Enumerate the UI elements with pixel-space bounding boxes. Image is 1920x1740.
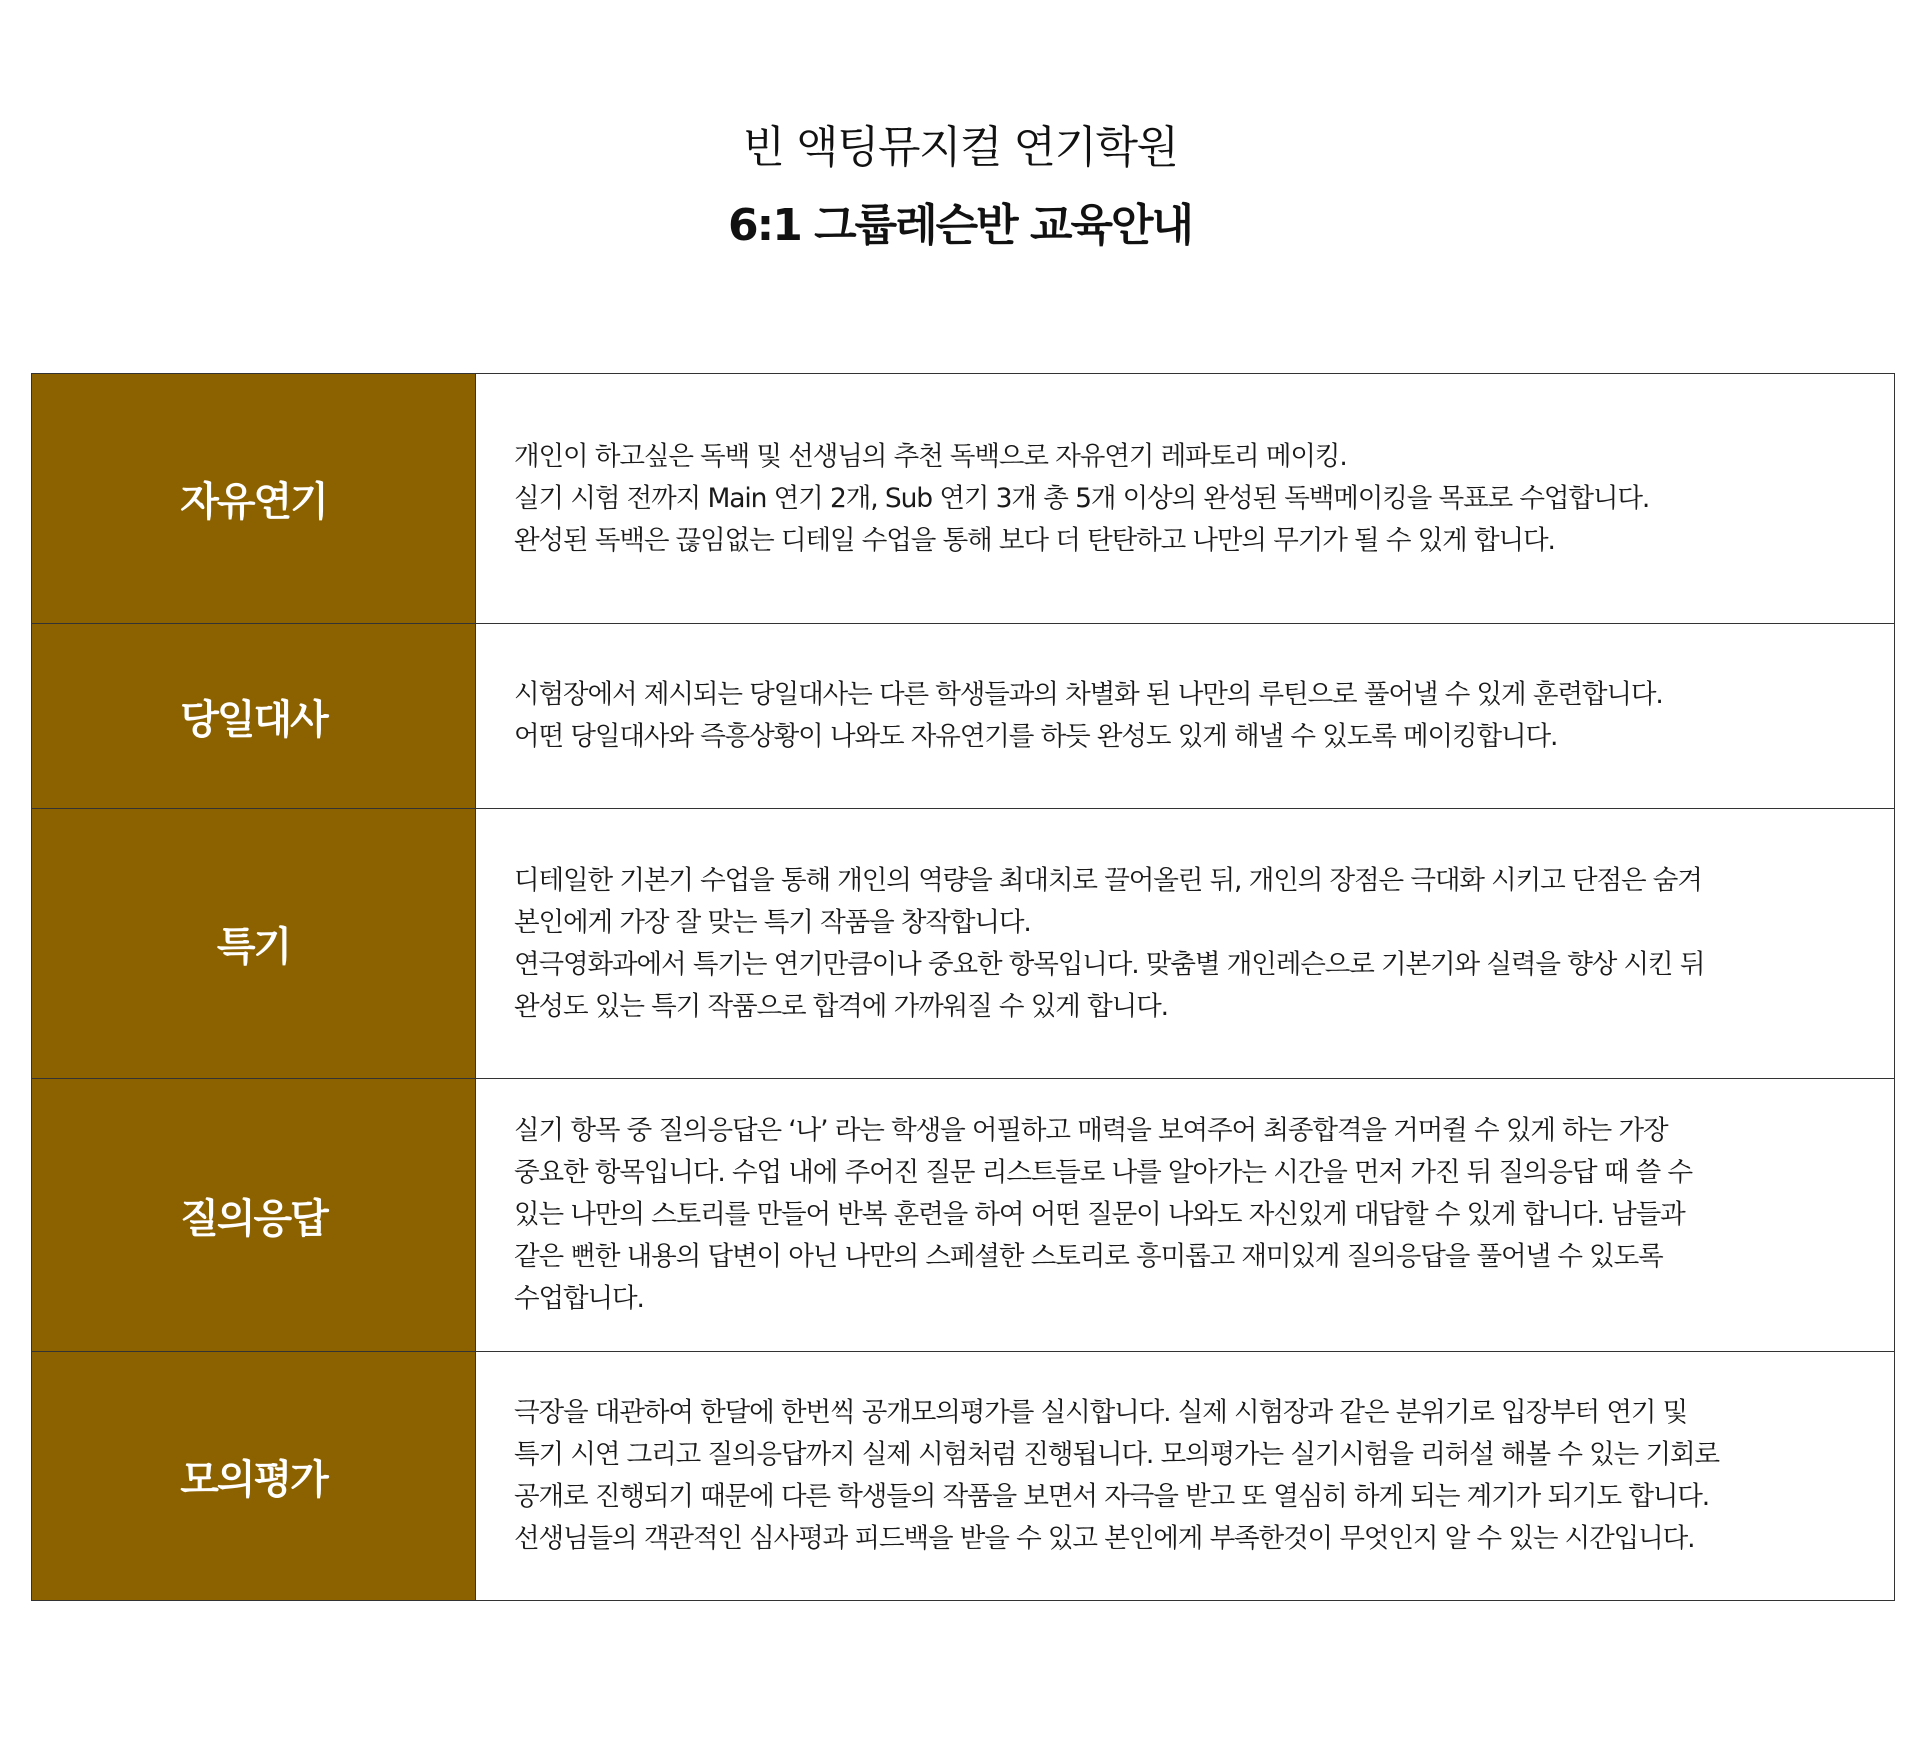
section-row-free-acting xyxy=(32,374,1894,623)
section-row-interview xyxy=(32,1078,1894,1351)
section-label: 자유연기 xyxy=(32,374,476,623)
description-line: 연극영화과에서 특기는 연기만큼이나 중요한 항목입니다. 맞춤별 개인레슨으로 기본기와 실력을 향상 시킨 뒤 xyxy=(514,948,1705,980)
description-line: 같은 뻔한 내용의 답변이 아닌 나만의 스페셜한 스토리로 흥미롭고 재미있게 질의응답을 풀어낼 수 있도록 xyxy=(514,1241,1663,1272)
description-line: 개인이 하고싶은 독백 및 선생님의 추천 독백으로 자유연기 레파토리 메이킹. xyxy=(514,440,1347,472)
description-line: 있는 나만의 스토리를 만들어 반복 훈련을 하여 어떤 질문이 나와도 자신있게 대답할 수 있게 합니다. 남들과 xyxy=(514,1199,1685,1230)
page-title: 6:1 그룹레슨반 교육안내 xyxy=(728,200,1192,251)
description-line: 극장을 대관하여 한달에 한번씩 공개모의평가를 실시합니다. 실제 시험장과 같은 분위기로 입장부터 연기 및 xyxy=(514,1397,1688,1428)
description-line: 중요한 항목입니다. 수업 내에 주어진 질문 리스트들로 나를 알아가는 시간을 먼저 가진 뒤 질의응답 때 쓸 수 xyxy=(514,1157,1692,1188)
section-row-cold-reading xyxy=(32,623,1894,808)
description-line: 시험장에서 제시되는 당일대사는 다른 학생들과의 차별화 된 나만의 루틴으로 풀어낼 수 있게 훈련합니다. xyxy=(514,679,1663,710)
description-line: 선생님들의 객관적인 심사평과 피드백을 받을 수 있고 본인에게 부족한것이 무엇인지 알 수 있는 시간입니다. xyxy=(514,1523,1695,1554)
academy-name: 빈 액팅뮤지컬 연기학원 xyxy=(742,122,1178,173)
section-label: 모의평가 xyxy=(32,1352,476,1600)
section-label: 특기 xyxy=(32,809,476,1078)
section-row-mock-exam xyxy=(32,1351,1894,1600)
page-header xyxy=(0,118,1920,256)
description-line: 특기 시연 그리고 질의응답까지 실제 시험처럼 진행됩니다. 모의평가는 실기시험을 리허설 해볼 수 있는 기회로 xyxy=(514,1439,1719,1470)
curriculum-table xyxy=(31,373,1895,1601)
description-line: 실기 항목 중 질의응답은 ‘나’ 라는 학생을 어필하고 매력을 보여주어 최종합격을 거머쥘 수 있게 하는 가장 xyxy=(514,1115,1668,1146)
section-description xyxy=(476,1352,1894,1600)
description-line: 완성도 있는 특기 작품으로 합격에 가까워질 수 있게 합니다. xyxy=(514,990,1168,1022)
section-label: 질의응답 xyxy=(32,1079,476,1351)
description-line: 본인에게 가장 잘 맞는 특기 작품을 창작합니다. xyxy=(514,906,1031,938)
section-row-special-talent xyxy=(32,808,1894,1078)
description-line: 실기 시험 전까지 Main 연기 2개, Sub 연기 3개 총 5개 이상의 완성된 독백메이킹을 목표로 수업합니다. xyxy=(514,482,1650,514)
description-line: 수업합니다. xyxy=(514,1283,644,1314)
section-description xyxy=(476,624,1894,808)
description-line: 공개로 진행되기 때문에 다른 학생들의 작품을 보면서 자극을 받고 또 열심히 하게 되는 계기가 되기도 합니다. xyxy=(514,1481,1710,1512)
section-description xyxy=(476,374,1894,623)
description-line: 디테일한 기본기 수업을 통해 개인의 역량을 최대치로 끌어올린 뒤, 개인의 장점은 극대화 시키고 단점은 숨겨 xyxy=(514,864,1702,896)
section-label: 당일대사 xyxy=(32,624,476,808)
section-description xyxy=(476,1079,1894,1351)
section-description xyxy=(476,809,1894,1078)
description-line: 완성된 독백은 끊임없는 디테일 수업을 통해 보다 더 탄탄하고 나만의 무기가 될 수 있게 합니다. xyxy=(514,524,1555,556)
description-line: 어떤 당일대사와 즉흥상황이 나와도 자유연기를 하듯 완성도 있게 해낼 수 있도록 메이킹합니다. xyxy=(514,721,1558,752)
